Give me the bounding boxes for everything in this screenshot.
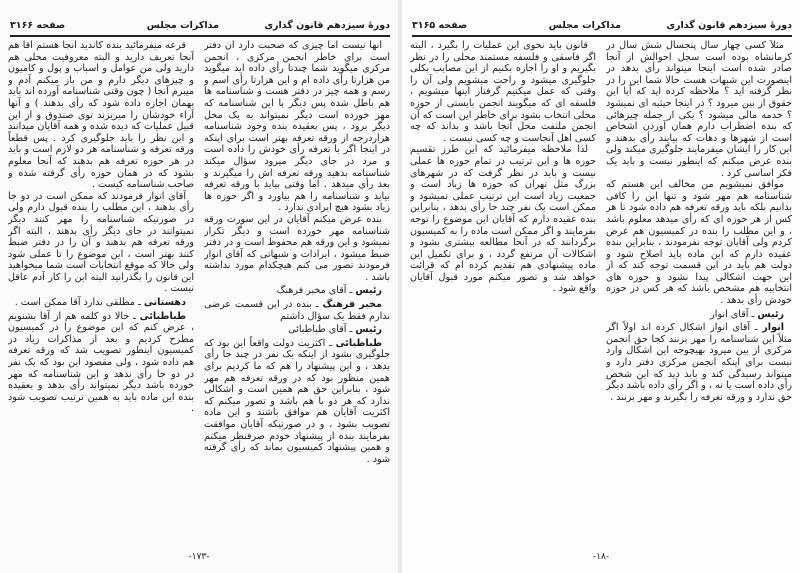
header-period: دورهٔ سیزدهم قانون گذاری [264, 20, 390, 31]
text-column-left [410, 40, 596, 540]
page-header [412, 20, 792, 34]
paragraph [8, 40, 194, 191]
paragraph-text: مطلقی ندارد آقا ممکن است . [14, 297, 135, 309]
paragraph-text: آقای مخبر فرهنگ [276, 285, 347, 297]
header-page-number: صفحه ۳۱۶۵ [412, 20, 468, 31]
paragraph [8, 191, 194, 295]
paragraph-text: لذا ملاحظه میفرمائید که این طرز تقسیم حوزه ها و این ترتیب در تمام حوزه ها عملی نیست و باید در نظر گرفت که در شهرهای بزرگ مثل تهران که حوزه ها زیاد است و جمعیت زیاد است این ترتیب عملی نمیشود و ممکن است یک نفر چند جا رأی بدهد ، بنابراین بنده عقیده دارم که آقایان این موضوع را توجه بفرمایند و اگر ممکن است ماده را به کمیسیون برگردانند که در آنجا مطالعه بیشتری بشود و اشکالات آن مرتفع گردد ، و برای تکمیل این ماده پیشنهادی هم تقدیم کرده ام که قرائت خواهد شد و تصور میکنم مورد قبول آقایان واقع شود . [410, 144, 596, 295]
paragraph-text: بنده در این قسمت عرضی ندارم فقط یک سؤال داشتم [204, 299, 390, 322]
paragraph-text: مثلاً کسی چهار سال پنجسال شش سال در کرمانشاه بوده است سجل احوالش از آنجا صادر شده است اینجا میتواند رأی بدهد در اینصورت این شبهات هست حالا شما این را در نظر گرفته اید ؟ ملاحظه کرده اید که آیا این حقوق از بین میرود ؟ در اینجا حیثیه ای نمیشود ؟ خدمه مالی میشود ؟ یکی از جمله چیزهائی که بنده اضطراب دارم همان آوردن اشخاص است از شهرها و دهات که بیایند رأی بدهند و این کار را ایشان میفرمایند جلوگیری میکند ولی بنده عرض میکنم که اینطور نیست و باید یک فکر اساسی کرد . [606, 40, 792, 179]
speaker-name: طباطبائی [335, 337, 382, 349]
speaker-name: مخبر فرهنگ [322, 299, 382, 311]
header-rule [412, 35, 792, 37]
paragraph-text: موافق نمیشویم من مخالف این هستم که شناسنامه هم مهر شود و تنها این را کافی بدانیم بلکه باید ورقه تعرفه هم داده شود تا هر کس از هر حوزه ای که رأی میدهد معلوم باشد ، و این مطلب را بنده در کمیسیون هم عرض کردم ولی آقایان توجه نفرمودند ، بنابراین بنده عقیده دارم که این ماده باید اصلاح شود و دولت هم باید در این قسمت توجه کند که از این جهت اشکالی پیدا نشود و حوزه های انتخابیه هم مشخص باشد که هر کس در حوزه خودش رأی بدهد . [606, 179, 792, 307]
paragraph-text: آقای انوار فرمودند که ممکن است در دو جا رأی بدهند ، این مطلب را بنده قبول دارم ولی در صورتیکه شناسنامه را مهر کنند دیگر نمیتوانند در جای دیگر رأی بدهند ، البته اگر ورقه تعرفه هم بدهند و آن را در دفتر ضبط کنند بهتر است ، این موضوع را تا عملی شود ولی حالا که موقع انتخابات است شما میخواهید این قانون را بگذرانید البته این را کار آدم عاقل نیست . [8, 190, 194, 295]
paragraph [204, 214, 390, 284]
speaker-name: رئیس [355, 324, 382, 336]
speaker-paragraph: انوار ـ آقای انوار اشکال کرده اند اولاً اگر مثلاً این شناسنامه را مهر بزنند کجا حق انجمن مرکزی از بین میرود بهیچوجه این اشکال وارد نیست برای اینکه انجمن مرکزی دفتر دارد و میتواند رسیدگی کند و باید دید که این شخص رأی داده است یا نه ، و اگر رأی داده باشد دیگر حق ندارد و ورقه تعرفه را بگیرند و مهر بزنند . [606, 322, 792, 403]
header-title: مذاکرات مجلس [146, 20, 219, 31]
left-page [0, 0, 398, 573]
speaker-paragraph: طباطبائی ـ حالا دو کلمه هم از آقا بشنویم ، عرض کنم که این موضوع را در کمیسیون مطرح کردیم و بعد از مذاکرات زیاد در کمیسیون اینطور تصویب شد که ورقه تعرفه هم داده شود ، ولی مقصود این بود که یک نفر در دو جا رأی ندهد و این شناسنامه که مهر خورده باشد دیگر نمیتواند رأی بدهد و بعقیده بنده این ماده باید به همین ترتیب تصویب شود . [8, 310, 194, 415]
paragraph [606, 179, 792, 307]
speaker-paragraph: طباطبائی ـ اکثریت دولت واقعاً این بود که جلوگیری بشود از اینکه یک نفر در چند جا رأی بدهد ، و این پیشنهاد را هم که ما کردیم برای همین منظور بود که در ورقه تعرفه هم مهر شود ، بنابراین حق هم همین است و اشکالی ندارد که هر دو با هم باشد و تصور میکنم که اکثریت آقایان هم موافق باشند و این ماده تصویب بشود ، و در صورتیکه آقایان موافقت بفرمایند بنده از پیشنهاد خودم صرفنظر میکنم و همین پیشنهاد کمیسیون بماند که رأی گرفته شود . [204, 337, 390, 465]
paragraph [204, 40, 390, 214]
speaker-paragraph: دهستانی ـ مطلقی ندارد آقا ممکن است . [14, 297, 186, 309]
paragraph-text: بنده عرض میکنم آقایان در این سورت ورقه شناسنامه مهر خورده است و دیگر تکرار نمیشود و این ورقه هم محفوظ است و در دفتر ضبط میشود ، ایرادات و شبهاتی که آقای انوار فرمودند تصور می کنم هیچکدام مورد نداشته باشد . [204, 213, 390, 283]
page-number: -۱۸- [592, 552, 610, 562]
page-header [10, 20, 390, 34]
paragraph-text: آقای طباطبائی [288, 324, 347, 336]
speaker-name: رئیس [355, 285, 382, 297]
paragraph [410, 40, 596, 144]
speaker-name: انوار [762, 322, 784, 334]
page-number: -۱۷۳- [188, 552, 210, 562]
header-title: مذاکرات مجلس [548, 20, 621, 31]
header-rule [10, 35, 390, 37]
speaker-name: رئیس [757, 308, 784, 320]
speaker-paragraph: رئیس ـ آقای طباطبائی [288, 324, 382, 336]
speaker-name: دهستانی [143, 297, 186, 309]
text-column-right [606, 40, 792, 540]
speaker-paragraph: رئیس ـ آقای مخبر فرهنگ [276, 285, 382, 297]
text-column-right [204, 40, 390, 540]
paragraph-text: حالا دو کلمه هم از آقا بشنویم ، عرض کنم که این موضوع را در کمیسیون مطرح کردیم و بعد از مذاکرات زیاد در کمیسیون اینطور تصویب شد که ورقه تعرفه هم داده شود ، ولی مقصود این بود که یک نفر در دو جا رأی ندهد و این شناسنامه که مهر خورده باشد دیگر نمیتواند رأی بدهد و بعقیده بنده این ماده باید به همین ترتیب تصویب شود . [8, 310, 194, 415]
text-column-left [8, 40, 194, 540]
speaker-paragraph: رئیس ـ آقای انوار [710, 308, 784, 320]
paragraph [410, 144, 596, 295]
paragraph-text: قرعه میفرمائید بنده کاندید آنجا هستم آقا هم آنجا تعریف دارید و البته معروفیت محلی هم دارید ولی من عوامل و اسباب و پول و کامیون و چیزهای دیگر دارم و من باز میکنم آدم و میبرم آنجا ( چون وقتی شناسنامه آورده اند باید بهمان اجازه داده شود که رأی بدهند ) و آنها آراء خودشان را میریزند توی صندوق و از این قبیل عملیات که دیده شده و همه آقایان میدانند و این نظر را باید جلوگیری کرد . پس قطعاً ورقه تعرفه و شناسنامه هر دو لازم است و باید در هر حوزه تعرفه هم بدهند که آنجا معلوم بشود که در همان حوزه رأی گرفته شده و صاحب شناسنامه کیست . [8, 40, 194, 191]
speaker-paragraph: مخبر فرهنگ ـ بنده در این قسمت عرضی ندارم فقط یک سؤال داشتم [204, 299, 390, 322]
paragraph-text: آنها نیست اما چیزی که صحبت دارد آن دفتر است برای خاطر انجمن مرکزی ، انجمن مرکزی میگوید شما چندتا رأی داده اید میگوید من هزارتا رأی داده ام و این هزارتا رأی اسم و رسم و همه چیز در دفتر هست و شناسنامه ها هم باطل شده پس دیگر با این شناسنامه که مهر خورده است دیگر نمیتواند به یک محل دیگر برود ، پس بعقیده بنده وجود شناسنامه هزاردرجه از ورقه تعرفه بهتر است برای اینکه در اینجا اگر با تعرفه رأی خودش را داده است و مرد در جای دیگر میرود سؤال میکند شناسنامه بدهید ورقه تعرفه اش را میگیرند و بعد رأی میدهد . اما وقتی بیاید با ورقه تعرفه بیاید و شناسنامه را هم بیاورد و اگر حوزه ها زیاد بشود هیچ ایرادی ندارد . [204, 40, 390, 214]
header-page-number: صفحه ۳۱۶۶ [10, 20, 66, 31]
header-period: دورهٔ سیزدهم قانون گذاری [666, 20, 792, 31]
paragraph [606, 40, 792, 179]
paragraph-text: قانون باید نحوی این عملیات را بگیرد ، البته اگر فاسقی و فلسفه مستمند محلی را در نظر بگیریم و او را اجازه بکنیم از این مصایب بکلی جلوگیری میشود و راحت میشویم ولی آن را وقتی که عمل میکنیم گرفتار اینها میشویم ، فلسفه ای که میگویند انجمن بایستی از حوزه محلی انتخاب بشود برای خاطر این است که آن انجمن ملتفت محل آنجا باشد و بداند که چه کسی اهل آنجاست و چه کسی نیست . [410, 40, 596, 144]
paragraph-text: آقای انوار اشکال کرده اند اولاً اگر مثلاً این شناسنامه را مهر بزنند کجا حق انجمن مرکزی از بین میرود بهیچوجه این اشکال وارد نیست برای اینکه انجمن مرکزی دفتر دارد و میتواند رسیدگی کند و باید دید که این شخص رأی داده است یا نه ، و اگر رأی داده باشد دیگر حق ندارد و ورقه تعرفه را بگیرند و مهر بزنند . [606, 322, 792, 403]
speaker-name: طباطبائی [139, 310, 186, 322]
paragraph-text: اکثریت دولت واقعاً این بود که جلوگیری بشود از اینکه یک نفر در چند جا رأی بدهد ، و این پیشنهاد را هم که ما کردیم برای همین منظور بود که در ورقه تعرفه هم مهر شود ، بنابراین حق هم همین است و اشکالی ندارد که هر دو با هم باشد و تصور میکنم که اکثریت آقایان هم موافق باشند و این ماده تصویب بشود ، و در صورتیکه آقایان موافقت بفرمایند بنده از پیشنهاد خودم صرفنظر میکنم و همین پیشنهاد کمیسیون بماند که رأی گرفته شود . [204, 337, 390, 465]
right-page [402, 0, 800, 573]
paragraph-text: آقای انوار [710, 308, 749, 320]
